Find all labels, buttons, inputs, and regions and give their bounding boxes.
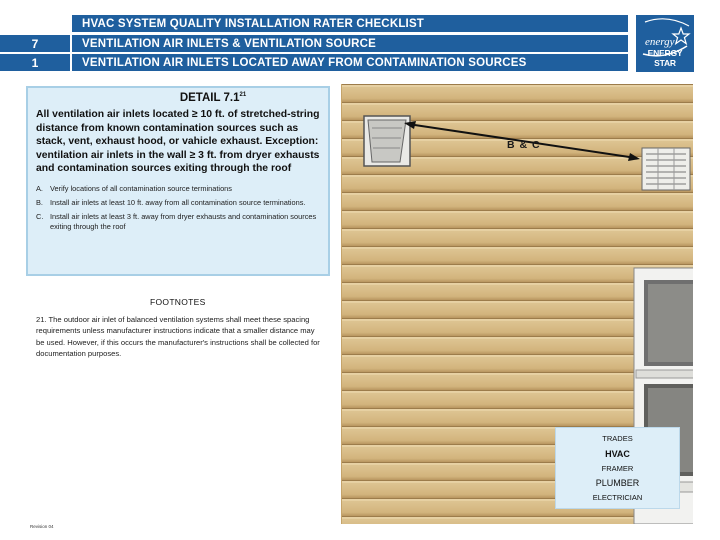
trade-item: FRAMER xyxy=(601,463,634,473)
logo-script-text: energy xyxy=(645,36,675,48)
step-letter: C. xyxy=(36,211,44,221)
detail-footnote-ref: 21 xyxy=(239,92,247,99)
item-title: VENTILATION AIR INLETS LOCATED AWAY FROM CONTAMINATION SOURCES xyxy=(72,54,628,71)
header-row-section xyxy=(0,35,628,52)
detail-steps xyxy=(36,184,320,232)
step-text: Install air inlets at least 10 ft. away from all contamination source terminations. xyxy=(50,197,306,207)
page-number: Revision 04 xyxy=(30,524,54,529)
step-text: Install air inlets at least 3 ft. away from dryer exhausts and contamination sources exiting through the roof xyxy=(50,211,317,231)
list-item xyxy=(36,184,320,194)
checklist-title: HVAC SYSTEM QUALITY INSTALLATION RATER CHECKLIST xyxy=(72,15,628,32)
detail-title xyxy=(106,92,320,104)
trades-box xyxy=(555,427,680,509)
header-row-item xyxy=(0,54,628,71)
step-text: Verify locations of all contamination source terminations xyxy=(50,183,232,193)
section-number: 7 xyxy=(0,35,72,52)
trade-item: PLUMBER xyxy=(595,478,640,489)
trade-item: HVAC xyxy=(605,448,630,459)
list-item xyxy=(36,212,320,232)
list-item xyxy=(36,198,320,208)
header-number-cell xyxy=(0,15,72,32)
energy-star-logo xyxy=(636,15,694,72)
logo-label: ENERGY STAR xyxy=(647,48,683,68)
detail-title-text: DETAIL 7.1 xyxy=(179,92,240,104)
header-row-title xyxy=(0,15,628,32)
trade-item: ELECTRICIAN xyxy=(592,493,643,503)
section-title: VENTILATION AIR INLETS & VENTILATION SOURCE xyxy=(72,35,628,52)
footnotes-title: FOOTNOTES xyxy=(150,297,206,307)
detail-box xyxy=(26,86,330,276)
distance-label: B & C xyxy=(507,139,541,151)
footnote-text: 21. The outdoor air inlet of balanced ventilation systems shall meet these spacing requirements unless manufacturer instructions indicate that a smaller distance may be used. However, if this occurs the manufacturer's instructions shall be collected for documentation purposes. xyxy=(36,315,320,358)
step-letter: B. xyxy=(36,197,43,207)
step-letter: A. xyxy=(36,183,43,193)
air-inlet-hood xyxy=(364,116,410,166)
detail-requirement: All ventilation air inlets located ≥ 10 ft. of stretched-string distance from known contamination sources such as stack, vent, exhaust hood, or vahicle exhaust. Exception: ventilation air inlets in the wall ≥ 3 ft. from dryer exhausts and contamination sources exiting through the roof xyxy=(36,109,320,174)
exhaust-vent xyxy=(642,148,690,190)
trades-heading: TRADES xyxy=(602,434,633,443)
item-number: 1 xyxy=(0,54,72,71)
